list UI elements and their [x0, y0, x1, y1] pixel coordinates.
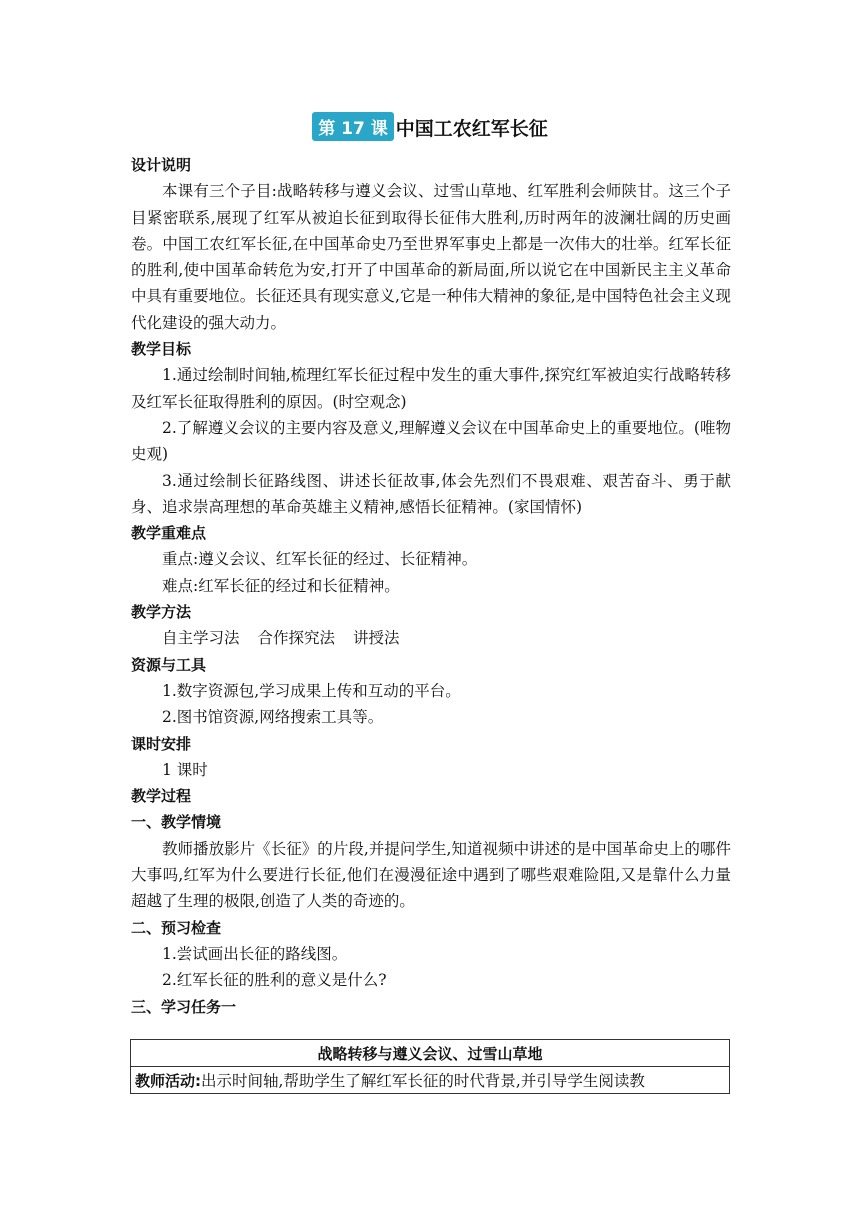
preview-item: 2.红军长征的胜利的意义是什么? — [162, 971, 387, 990]
subsection-heading-preview: 二、预习检查 — [131, 918, 222, 937]
goal-item: 3.通过绘制长征路线图、讲述长征故事,体会先烈们不畏艰难、艰苦奋斗、勇于献身、追求崇高理想的革命英雄主义精神,感悟长征精神。(家国情怀) — [131, 471, 731, 516]
goal-item: 2.了解遵义会议的主要内容及意义,理解遵义会议在中国革命史上的重要地位。(唯物史观) — [131, 418, 731, 464]
teacher-activity-label: 教师活动: — [135, 1072, 201, 1090]
situation-paragraph: 教师播放影片《长征》的片段,并提问学生,知道视频中讲述的是中国革命史上的哪件大事吗,红军为什么要进行长征,他们在漫漫征途中遇到了哪些艰难险阻,又是靠什么力量超越了生理的极限,创造了人类的奇迹的。 — [131, 839, 731, 911]
method-item: 讲授法 — [353, 629, 400, 648]
goal-item: 1.通过绘制时间轴,梳理红军长征过程中发生的重大事件,探究红军被迫实行战略转移及红军长征取得胜利的原因。(时空观念) — [131, 366, 731, 411]
design-paragraph: 本课有三个子目:战略转移与遵义会议、过雪山草地、红军胜利会师陕甘。这三个子目紧密联系,展现了红军从被迫长征到取得长征伟大胜利,历时两年的波澜壮阔的历史画卷。中国工农红军长征,在中国革命史乃至世界军事史上都是一次伟大的壮举。红军长征的胜利,使中国革命转危为安,打开了中国革命的新局面,所以说它在中国新民主主义革命中具有重要地位。长征还具有现实意义,它是一种伟大精神的象征,是中国特色社会主义现代化建设的强大动力。 — [131, 182, 731, 332]
table-row — [131, 1067, 730, 1094]
method-item: 合作探究法 — [257, 629, 336, 648]
key-point-item: 难点:红军长征的经过和长征精神。 — [162, 576, 400, 595]
method-item: 自主学习法 — [162, 629, 240, 648]
section-heading-key-points: 教学重难点 — [131, 524, 207, 543]
schedule-value: 1 课时 — [162, 760, 208, 779]
section-heading-process: 教学过程 — [131, 787, 192, 806]
subsection-heading-situation: 一、教学情境 — [131, 813, 222, 832]
table-cell — [131, 1067, 730, 1094]
section-heading-design: 设计说明 — [131, 156, 192, 174]
key-point-item: 重点:遵义会议、红军长征的经过、长征精神。 — [162, 550, 478, 569]
section-heading-goals: 教学目标 — [131, 340, 192, 359]
lesson-title-row — [0, 112, 860, 141]
resource-item: 1.数字资源包,学习成果上传和互动的平台。 — [162, 681, 461, 700]
task-one-table — [130, 1039, 730, 1094]
methods-list — [131, 625, 731, 651]
table-row — [131, 1040, 730, 1067]
document-body — [131, 152, 731, 1020]
section-heading-methods: 教学方法 — [131, 603, 192, 622]
section-heading-schedule: 课时安排 — [131, 734, 192, 753]
subsection-heading-task-one: 三、学习任务一 — [131, 997, 237, 1016]
section-heading-resources: 资源与工具 — [131, 655, 207, 674]
teacher-activity-text: 出示时间轴,帮助学生了解红军长征的时代背景,并引导学生阅读教 — [201, 1072, 645, 1090]
table-header-cell: 战略转移与遵义会议、过雪山草地 — [131, 1040, 730, 1067]
resource-item: 2.图书馆资源,网络搜索工具等。 — [162, 708, 384, 727]
lesson-title: 中国工农红军长征 — [395, 118, 548, 140]
lesson-number-badge: 第 17 课 — [312, 112, 394, 141]
preview-item: 1.尝试画出长征的路线图。 — [162, 944, 348, 963]
